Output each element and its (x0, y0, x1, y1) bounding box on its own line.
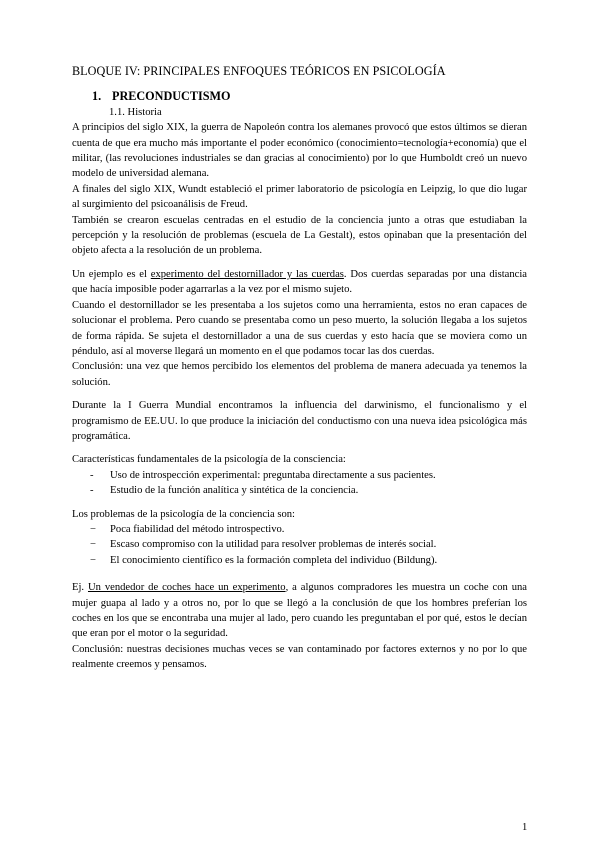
characteristics-list (72, 468, 527, 499)
paragraph-gestalt: También se crearon escuelas centradas en el estudio de la conciencia junto a otras que estudiaban la percepción y la resolución de problemas (escuela de La Gestalt), estos opinaban que la presentación del objeto afecta a la resolución de un problema. (72, 214, 527, 257)
list-item (72, 483, 527, 498)
document-page (72, 64, 527, 673)
list-item-text: Poca fiabilidad del método introspectivo. (110, 523, 285, 535)
list-item-text: Estudio de la función analítica y sintética de la conciencia. (110, 485, 359, 497)
paragraph-experiment-intro (72, 267, 527, 298)
car-example-prefix: Ej. (72, 582, 88, 594)
paragraph-screwdriver: Cuando el destornillador se les presentaba a los sujetos como una herramienta, estos no eran capaces de solucionar el problema. Pero cuando se presentaba como un peso muerto, la solución llegaba a los sujetos de forma rápida. Se sujeta el destornillador a una de sus cuerdas y esto hacía que se moviera como un péndulo, así al moverse llegará un momento en el que podamos tocar las dos cuerdas. (72, 299, 527, 357)
list-item-text: El conocimiento científico es la formación completa del individuo (Bildung). (110, 554, 438, 566)
list-item (72, 468, 527, 483)
subsection-heading: 1.1. Historia (109, 106, 162, 118)
experiment-link: experimento del destornillador y las cuerdas (150, 268, 344, 280)
car-example-rest: , a algunos compradores les muestra un coche con una mujer guapa al lado y a otros no, por lo que se llegó a la conclusión de que los hombres preferían los coches en los que se encontraba una mujer al lado, pero cuando les preguntaban el por qué, estos le decían que eran por el motor o la seguridad. (72, 582, 527, 640)
car-example-link: Un vendedor de coches hace un experimento (87, 582, 286, 594)
list-item (72, 553, 527, 568)
experiment-intro-rest: . Dos cuerdas separadas por una distancia que hacía imposible poder agarrarlas a la vez por el mismo sujeto. (72, 268, 527, 296)
problems-list (72, 522, 527, 568)
list-marker: − (90, 523, 96, 535)
list-marker: - (90, 485, 94, 497)
paragraph-characteristics: Características fundamentales de la psicología de la consciencia: (72, 454, 346, 466)
paragraph-car-example (72, 580, 527, 642)
section-heading (92, 89, 527, 104)
list-item-text: Uso de introspección experimental: preguntaba directamente a sus pacientes. (110, 469, 436, 481)
paragraph-conclusion-2: Conclusión: nuestras decisiones muchas veces se van contaminado por factores externos y no por lo que realmente creemos y pensamos. (72, 643, 527, 671)
list-marker: - (90, 469, 94, 481)
list-marker: − (90, 539, 96, 551)
page-number: 1 (522, 822, 528, 833)
paragraph-ww1: Durante la I Guerra Mundial encontramos la influencia del darwinismo, el funcionalismo y el programismo de EE.UU. lo que produce la iniciación del conductismo con una nueva idea psicológica más programática. (72, 400, 527, 442)
list-marker: − (90, 554, 96, 566)
paragraph-wundt: A finales del siglo XIX, Wundt estableció el primer laboratorio de psicología en Leipzig, lo que dio lugar al surgimiento del psicoanálisis de Freud. (72, 183, 527, 211)
section-number: 1. (92, 89, 102, 104)
list-item (72, 537, 527, 552)
paragraph-napoleon: A principios del siglo XIX, la guerra de Napoleón contra los alemanes provocó que estos últimos se dieran cuenta de que era mucho más importante el poder económico (conocimiento=tecnología+economía) que el militar, (las revoluciones industriales se dan gracias al conocimiento) por lo que Humboldt creó un nuevo modelo de universidad alemana. (72, 122, 527, 180)
paragraph-conclusion-1: Conclusión: una vez que hemos percibido los elementos del problema de manera adecuada ya tenemos la solución. (72, 361, 527, 388)
paragraph-problems: Los problemas de la psicología de la conciencia son: (72, 508, 295, 520)
page-title: BLOQUE IV: PRINCIPALES ENFOQUES TEÓRICOS EN PSICOLOGÍA (72, 64, 446, 78)
list-item (72, 522, 527, 537)
list-item-text: Escaso compromiso con la utilidad para resolver problemas de interés social. (110, 539, 437, 551)
section-title: PRECONDUCTISMO (112, 89, 231, 104)
experiment-intro-text: Un ejemplo es el (72, 268, 151, 280)
